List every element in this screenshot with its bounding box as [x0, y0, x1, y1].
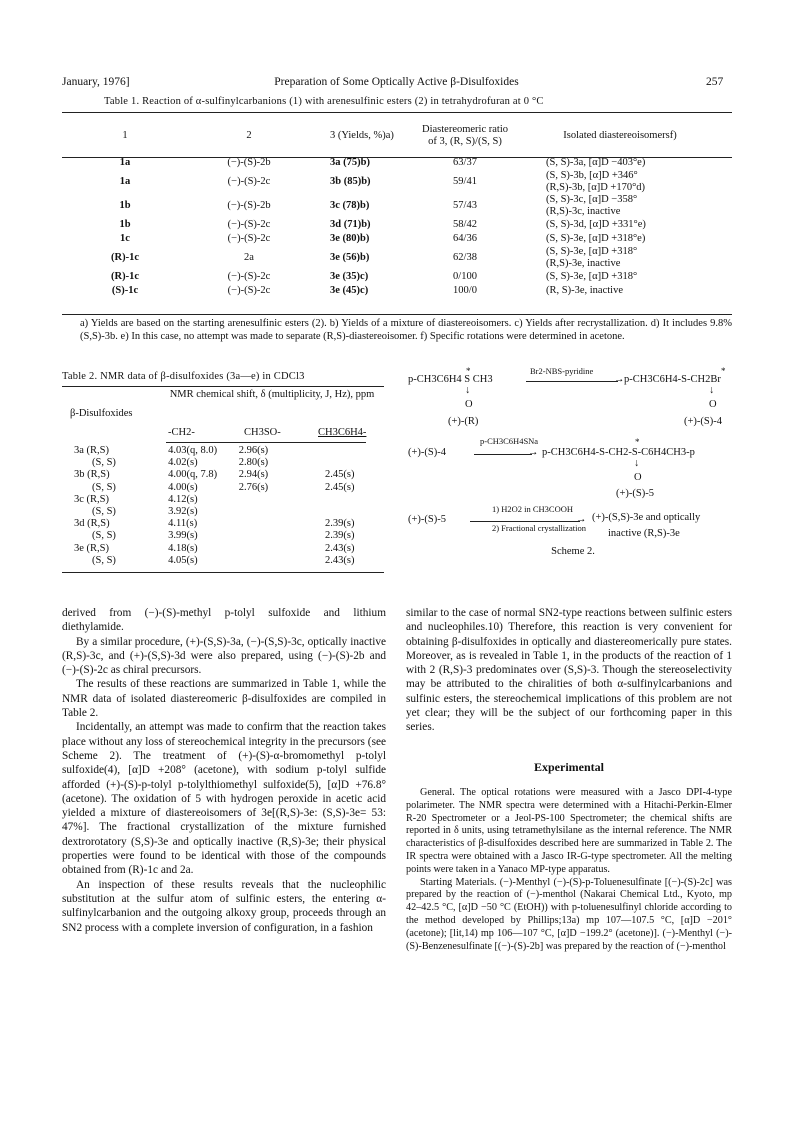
table-row — [62, 232, 732, 246]
paragraph-general: General. The optical rotations were measured with a Jasco DPI-4-type polarimeter. The NMR spectra were determined with a Hitachi-Perkin-Elmer R-20 Spectrometer or a Jeol-PS-100 Spectrometer; the chemical shifts are reported in δ units, using tetramethylsilane as the internal reference. The NMR characteristics of β-disulfoxides described here are summarized in Table 2. The IR spectra were obtained with a Jasco IR-G-type spectrometer. All the melting points were taken in a Yanaco MP-type apparatus. — [406, 787, 732, 875]
table1-header-cell: Diastereomeric ratio of 3, (R, S)/(S, S) — [422, 124, 508, 147]
scheme-oxygen: O — [709, 399, 717, 410]
table-cell: (S, S) — [92, 530, 116, 542]
scheme-arrowhead: → — [614, 374, 625, 385]
table-cell: 63/37 — [453, 157, 477, 168]
table1-header-cell: Isolated diastereoisomersf) — [563, 130, 677, 141]
table-cell: 3e (35)c) — [330, 271, 369, 282]
table-cell: 3d (R,S) — [74, 518, 110, 530]
table1-header-rule — [62, 157, 732, 158]
experimental-section — [406, 760, 732, 953]
paragraph: The results of these reactions are summarized in Table 1, while the NMR data of isolated diastereomeric β-disulfoxides are compiled in Table 2. — [62, 678, 386, 720]
table-cell: (S, S)-3d, [α]D +331°e) — [546, 219, 646, 230]
scheme-down-arrow: ↓ — [709, 385, 715, 396]
scheme-arrowhead: → — [528, 447, 539, 458]
scheme-arrow-2 — [474, 454, 532, 455]
scheme-oxygen: O — [465, 399, 473, 410]
table-cell: (S, S) — [92, 457, 116, 469]
table-cell: 3e (R,S) — [74, 542, 109, 554]
table-cell: 4.12(s) — [168, 493, 198, 505]
table-cell: 4.03(q, 8.0) — [168, 445, 218, 456]
table-cell: 3c (R,S) — [74, 493, 109, 505]
table-row — [62, 156, 732, 170]
table-cell: 4.00(q, 7.8) — [168, 469, 218, 481]
table2-top-rule — [62, 386, 384, 387]
page-number: 257 — [706, 76, 724, 88]
table-row — [62, 457, 384, 469]
table2-bottom-rule — [62, 572, 384, 573]
table2-body — [62, 445, 384, 567]
table-cell: 2.45(s) — [325, 481, 355, 493]
running-header-left: January, 1976] — [62, 76, 130, 88]
scheme-reagent-1: Br2-NBS-pyridine — [530, 366, 594, 376]
table-cell: (S, S) — [92, 554, 116, 566]
table-row — [62, 506, 384, 518]
table-cell: 64/36 — [453, 233, 477, 244]
table-row — [62, 482, 384, 494]
table-cell: 3a (R,S) — [74, 445, 109, 456]
scheme-star: * — [635, 437, 640, 447]
table-row — [62, 284, 732, 298]
table-cell: 2a — [244, 252, 254, 263]
table-cell — [233, 555, 299, 567]
table-cell: 3.92(s) — [168, 506, 198, 518]
scheme-reagent-3a: 1) H2O2 in CH3COOH — [492, 504, 573, 514]
scheme-reagent-3b: 2) Fractional crystallization — [492, 523, 586, 533]
table-cell — [233, 530, 299, 542]
table-cell: 1b — [119, 200, 131, 211]
table-cell: 2.39(s) — [325, 530, 355, 542]
table-row — [62, 469, 384, 481]
table-cell: (S)-1c — [111, 285, 139, 296]
table-cell: (S, S)-3c, [α]D −358° (R,S)-3c, inactive — [546, 194, 638, 217]
table-row — [62, 494, 384, 506]
scheme-line3-right1: (+)-(S,S)-3e and optically — [592, 512, 701, 523]
scheme-line3-left: (+)-(S)-5 — [408, 514, 446, 525]
scheme-arrowhead: → — [576, 514, 587, 525]
table-cell: (S, S)-3b, [α]D +346° (R,S)-3b, [α]D +170°d) — [546, 170, 646, 193]
table-cell: (R)-1c — [111, 252, 139, 263]
scheme-star: * — [466, 366, 471, 376]
table-cell — [233, 494, 299, 506]
table2-caption: Table 2. NMR data of β-disulfoxides (3a—e) in CDCl3 — [62, 371, 305, 382]
table-cell: (S, S)-3a, [α]D −403°e) — [546, 157, 646, 168]
table2-subheader-ch2: -CH2- — [168, 427, 195, 438]
table-cell — [299, 457, 384, 469]
left-column — [62, 606, 386, 935]
table1-header-cell: 2 — [246, 130, 252, 141]
scheme-label-right1: (+)-(S)-4 — [684, 416, 722, 427]
paragraph: similar to the case of normal SN2-type reactions between sulfinic esters and nucleophiles.10) Therefore, this reaction is very convenient for obtaining β-disulfoxides in optically and diastereomerically pure states. Moreover, as is revealed in Table 1, in the products of the reaction of 1 with 2 (R,S)-3 predominates over (S,S)-3. Though the stereoselectivity may be attributed to the chiralities of both α-sulfinylcarbanions and sulfinic esters, the stereochemical implications of this problem are not yet clear; they will be the subject of our forthcoming paper in this series. — [406, 607, 732, 734]
table-cell — [233, 518, 299, 530]
table-cell: 1a — [119, 157, 131, 168]
table1-header-cell: 3 (Yields, %)a) — [330, 130, 394, 141]
table-cell — [299, 445, 384, 457]
table-cell: 62/38 — [453, 252, 477, 263]
table-row — [62, 246, 732, 270]
table2-subheader-tolyl: CH3C6H4- — [318, 427, 367, 438]
table-cell: 3.99(s) — [168, 530, 198, 542]
scheme-down-arrow: ↓ — [465, 385, 471, 396]
table-cell: (R, S)-3e, inactive — [546, 285, 623, 296]
table-row — [62, 543, 384, 555]
table-cell: 100/0 — [453, 285, 477, 296]
table-cell: (−)-(S)-2c — [227, 271, 271, 282]
table-cell: 4.05(s) — [168, 554, 198, 566]
table-cell: 2.96(s) — [238, 445, 269, 456]
table-cell: (−)-(S)-2c — [227, 285, 271, 296]
table-cell: 3e (80)b) — [330, 233, 370, 244]
table1-top-rule — [62, 112, 732, 113]
scheme-star: * — [721, 366, 726, 376]
scheme-line3-right2: inactive (R,S)-3e — [608, 528, 680, 539]
table-cell: (R)-1c — [111, 271, 139, 282]
table-cell: (−)-(S)-2c — [227, 233, 271, 244]
section-heading: Experimental — [534, 760, 604, 774]
table-cell: 1c — [120, 233, 130, 244]
table-cell: 58/42 — [453, 219, 477, 230]
table-cell: 59/41 — [453, 176, 477, 187]
table1-header-cell: 1 — [122, 130, 128, 141]
paragraph: derived from (−)-(S)-methyl p-tolyl sulfoxide and lithium diethylamide. — [62, 607, 386, 634]
table-cell: 3b (R,S) — [74, 469, 110, 481]
table-cell: 2.43(s) — [325, 554, 355, 566]
table-cell: (S, S)-3e, [α]D +318° — [546, 271, 638, 282]
table-cell: 3e (56)b) — [330, 252, 370, 263]
table-row — [62, 270, 732, 284]
table-cell: 3c (78)b) — [330, 200, 370, 211]
table-cell: (−)-(S)-2b — [227, 200, 271, 211]
table-cell: 1b — [119, 219, 131, 230]
scheme-oxygen: O — [634, 472, 642, 483]
table-cell: 4.02(s) — [168, 457, 198, 469]
table1 — [62, 116, 732, 298]
paragraph: By a similar procedure, (+)-(S,S)-3a, (−)-(S,S)-3c, optically inactive (R,S)-3c, and (+)-(S,S)-3d were also prepared, using (−)-(S)-2b and (−)-(S)-2c as chiral precursors. — [62, 635, 386, 677]
table-cell: (−)-(S)-2c — [227, 219, 271, 230]
scheme-line1-left: p-CH3C6H4 S CH3 — [408, 374, 493, 385]
table-cell: (−)-(S)-2c — [227, 176, 271, 187]
table1-bottom-rule — [62, 314, 732, 315]
table-cell: 2.39(s) — [325, 518, 355, 530]
table-row — [62, 530, 384, 542]
table-cell: (S, S) — [92, 506, 116, 518]
paragraph: An inspection of these results reveals that the nucleophilic substitution at the sulfur atom of sulfinic esters, the entering α-sulfinylcarbanion and the outgoing alkoxy group, proceeds through an SN2 process with a complete inversion of configuration, in a fashion — [62, 878, 386, 934]
table-cell — [299, 506, 384, 518]
table1-header-row — [62, 116, 732, 156]
scheme-line2-right: p-CH3C6H4-S-CH2-S-C6H4CH3-p — [542, 447, 695, 458]
table2 — [62, 445, 384, 567]
table-row — [62, 518, 384, 530]
table-cell: 57/43 — [453, 200, 477, 211]
table-cell: 1a — [119, 176, 131, 187]
table-cell: (−)-(S)-2b — [227, 157, 271, 168]
scheme-arrow-3 — [470, 521, 580, 522]
scheme-line2-left: (+)-(S)-4 — [408, 447, 446, 458]
table-row — [62, 445, 384, 457]
table2-col1-header: β-Disulfoxides — [70, 408, 133, 419]
table2-subheader-rule — [166, 442, 366, 443]
scheme-down-arrow: ↓ — [634, 458, 640, 469]
table-cell: (S, S)-3e, [α]D +318° (R,S)-3e, inactive — [546, 246, 638, 269]
table-row — [62, 194, 732, 218]
scheme-line1-right: p-CH3C6H4-S-CH2Br — [624, 374, 721, 385]
table-cell — [233, 506, 299, 518]
table-cell: 3a (75)b) — [330, 157, 370, 168]
table-cell: 2.94(s) — [238, 469, 269, 481]
scheme-label-right2: (+)-(S)-5 — [616, 488, 654, 499]
running-header-title: Preparation of Some Optically Active β-Disulfoxides — [274, 76, 519, 88]
table-cell: 0/100 — [453, 271, 477, 282]
table-cell: 3e (45)c) — [330, 285, 369, 296]
table-cell: 4.11(s) — [168, 518, 198, 530]
table2-group-header: NMR chemical shift, δ (multiplicity, J, Hz), ppm — [169, 389, 375, 400]
table-row — [62, 170, 732, 194]
table-cell: 4.00(s) — [168, 481, 198, 493]
table-cell: 2.43(s) — [325, 542, 355, 554]
scheme-2 — [408, 366, 738, 591]
scheme-title: Scheme 2. — [551, 546, 595, 557]
table-cell: (S, S)-3e, [α]D +318°e) — [546, 233, 646, 244]
right-column — [406, 606, 732, 735]
table-cell: 2.45(s) — [325, 469, 355, 481]
scheme-reagent-2: p-CH3C6H4SNa — [480, 436, 539, 446]
table-cell: 4.18(s) — [168, 542, 198, 554]
scheme-arrow-1 — [526, 381, 618, 382]
table-cell — [233, 543, 299, 555]
table-cell: 2.76(s) — [238, 481, 269, 493]
table-cell: (S, S) — [92, 481, 116, 493]
table1-body — [62, 156, 732, 298]
table1-footnotes: a) Yields are based on the starting arenesulfinic esters (2). b) Yields of a mixture of diastereoisomers. c) Yields after recrystallization. d) It includes 9.8% (S,S)-3b. e) In this case, no attempt was made to separate (R,S)-diastereoisomer. f) Specific rotations were determined in acetone. — [80, 318, 732, 342]
table1-caption: Table 1. Reaction of α-sulfinylcarbanions (1) with arenesulfinic esters (2) in tetrahydrofuran at 0 °C — [104, 96, 544, 107]
table2-subheader-ch3so: CH3SO- — [244, 427, 281, 438]
paragraph: Incidentally, an attempt was made to confirm that the reaction takes place without any loss of stereochemical integrity in the precursors (see Scheme 2). The treatment of (+)-(S)-α-bromomethyl p-tolyl sulfoxide(4), [α]D +208° (acetone), with sodium p-tolyl sulfide afforded (+)-(S)-p-tolyl p-tolylthiomethyl sulfoxide(5), [α]D +76.8° (acetone). The oxidation of 5 with hydrogen peroxide in acetic acid yielded a mixture of diastereoisomers of 3e[(R,S)-3e: (S,S)-3e= 53: 47%]. The fractional crystallization of the mixture furnished dextrorotatory (S,S)-3e and optically inactive (R,S)-3e; their physical properties were found to be identical with those of the compounds obtained from (R)-1c and 2a. — [62, 721, 386, 877]
table-cell: 2.80(s) — [238, 457, 269, 469]
paragraph-starting: Starting Materials. (−)-Menthyl (−)-(S)-p-Toluenesulfinate [(−)-(S)-2c] was prepared by the reaction of (−)-menthol (Nakarai Chemical Ltd., Kyoto, mp 42–42.5 °C, [α]D −50 °C (EtOH)) with p-toluenesulfinyl chloride according to the method developed by Phillips;13a) mp 107—107.5 °C, [α]D −201° (acetone); [lit,14) mp 106—107 °C, [α]D −199.2° (acetone)]. (−)-Menthyl (−)-(S)-Benzenesulfinate [(−)-(S)-2b] was prepared by the reaction of (−)-menthol — [406, 876, 732, 952]
table-cell: 3d (71)b) — [330, 219, 371, 230]
scheme-label-left1: (+)-(R) — [448, 416, 479, 427]
table-row — [62, 555, 384, 567]
table-cell — [299, 494, 384, 506]
table-cell: 3b (85)b) — [330, 176, 371, 187]
table-row — [62, 218, 732, 232]
